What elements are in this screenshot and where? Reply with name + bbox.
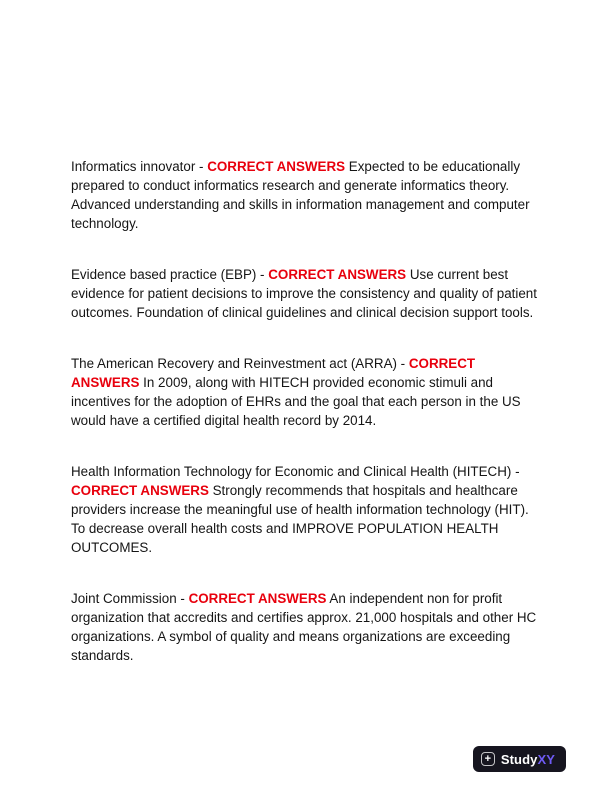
brand-wordmark xyxy=(501,752,555,767)
plus-icon: + xyxy=(481,752,495,766)
correct-answers-label: CORRECT ANSWERS xyxy=(207,159,346,174)
document-body xyxy=(71,157,542,697)
term-text: Evidence based practice (EBP) - xyxy=(71,267,269,282)
answer-text: Strongly recommends that hospitals and healthcare providers increase the meaningful use of health information technology (HIT). To decrease overall health costs and IMPROVE POPULATION HEALTH OUTCOMES. xyxy=(71,483,529,555)
answer-text: In 2009, along with HITECH provided economic stimuli and incentives for the adoption of EHRs and the goal that each person in the US would have a certified digital health record by 2014. xyxy=(71,375,521,428)
brand-text-xy: XY xyxy=(537,751,555,767)
answer-text: An independent non for profit organization that accredits and certifies approx. 21,000 hospitals and other HC organizations. A symbol of quality and means organizations are exceeding standards. xyxy=(71,591,537,663)
correct-answers-label: CORRECT ANSWERS xyxy=(71,356,476,390)
qa-paragraph xyxy=(71,157,542,233)
term-text: Joint Commission - xyxy=(71,591,189,606)
qa-paragraph xyxy=(71,589,542,665)
qa-paragraph xyxy=(71,354,542,430)
term-text: Health Information Technology for Economic and Clinical Health (HITECH) - xyxy=(71,464,520,479)
studyxy-logo xyxy=(473,746,566,772)
qa-paragraph xyxy=(71,462,542,557)
qa-paragraph xyxy=(71,265,542,322)
brand-text-study: Study xyxy=(500,751,538,767)
correct-answers-label: CORRECT ANSWERS xyxy=(268,267,407,282)
correct-answers-label: CORRECT ANSWERS xyxy=(188,591,327,606)
term-text: Informatics innovator - xyxy=(71,159,208,174)
answer-text: Use current best evidence for patient decisions to improve the consistency and quality of patient outcomes. Foundation of clinical guidelines and clinical decision support tools. xyxy=(71,267,537,320)
term-text: The American Recovery and Reinvestment act (ARRA) - xyxy=(71,356,409,371)
answer-text: Expected to be educationally prepared to conduct informatics research and generate informatics theory. Advanced understanding and skills in information management and computer technology. xyxy=(71,159,530,231)
correct-answers-label: CORRECT ANSWERS xyxy=(71,483,209,498)
